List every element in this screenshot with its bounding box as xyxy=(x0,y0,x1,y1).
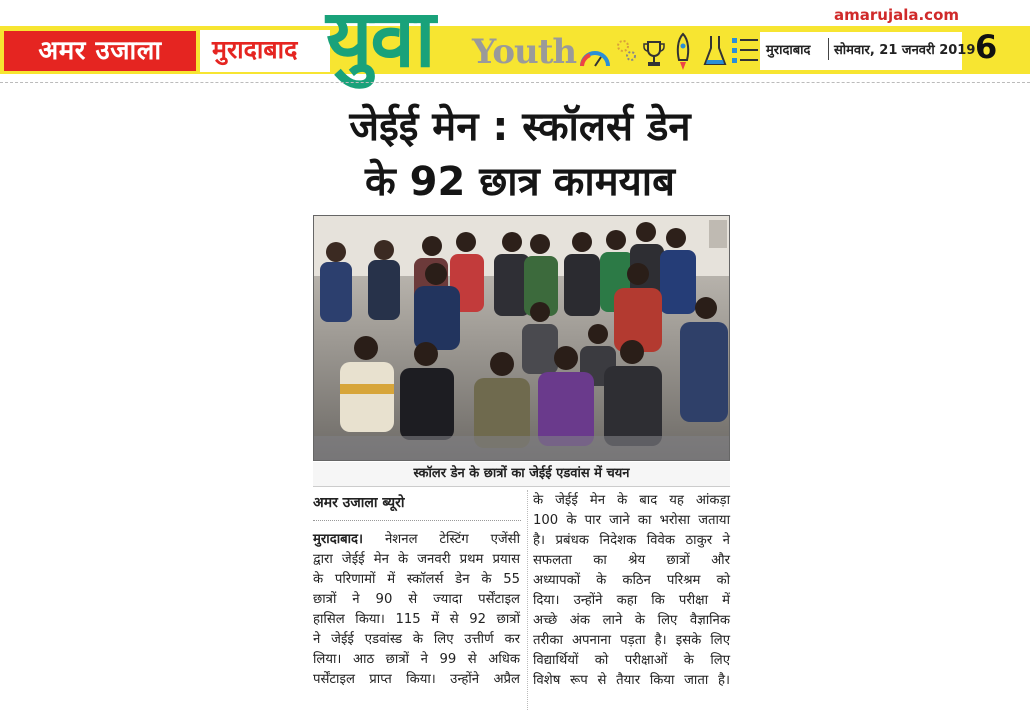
checklist-icon xyxy=(730,30,760,74)
article-column-left xyxy=(313,530,520,690)
rocket-icon xyxy=(672,30,694,74)
article-line: अध्यापकों के कठिन परिश्रम को xyxy=(533,573,730,588)
masthead xyxy=(0,0,1030,85)
site-url[interactable]: amarujala.com xyxy=(834,6,960,24)
column-divider xyxy=(527,490,528,710)
article-line: विशेष रूप से तैयार किया जाता है। xyxy=(533,673,730,688)
brand-logo[interactable]: अमर उजाला xyxy=(4,31,196,71)
article-line: छात्रों ने 90 से ज्यादा पर्सेंटाइल xyxy=(313,592,520,607)
article-column-right xyxy=(533,491,730,691)
article-line: सफलता का श्रेय छात्रों और xyxy=(533,553,730,568)
section-title-english: Youth xyxy=(472,32,577,72)
article-line: द्वारा जेईई मेन के जनवरी प्रथम प्रयास xyxy=(313,552,520,567)
article-line: है। प्रबंधक निदेशक विवेक ठाकुर ने xyxy=(533,533,730,548)
publication-date: सोमवार, 21 जनवरी 2019 xyxy=(834,43,976,58)
article-line: दिया। उन्होंने कहा कि परीक्षा में xyxy=(533,593,730,608)
byline-rule xyxy=(313,520,521,521)
article-line: विद्यार्थियों को परीक्षाओं के लिए xyxy=(533,653,730,668)
gears-icon xyxy=(614,30,640,74)
group-photo xyxy=(313,215,730,461)
dateline: मुरादाबाद। xyxy=(313,532,364,547)
article-line: लिया। आठ छात्रों ने 99 से अधिक xyxy=(313,652,520,667)
article-line: तरीका अपनाना पड़ता है। इसके लिए xyxy=(533,633,730,648)
decorative-icons xyxy=(576,30,762,74)
article-line: के परिणामों में स्कॉलर्स डेन के 55 xyxy=(313,572,520,587)
section-title: युवा xyxy=(326,0,434,85)
group-photo-illustration xyxy=(314,216,729,460)
headline-line-2: के 92 छात्र कामयाब xyxy=(364,159,676,205)
photo-caption: स्कॉलर डेन के छात्रों का जेईई एडवांस में चयन xyxy=(313,462,730,487)
flask-icon xyxy=(702,30,728,74)
article-line: 100 के पार जाने का भरोसा जताया xyxy=(533,513,730,528)
date-city: मुरादाबाद xyxy=(766,43,811,58)
edition-city: मुरादाबाद xyxy=(212,35,298,64)
gauge-icon xyxy=(578,30,612,74)
article-line: अच्छे अंक लाने के लिए वैज्ञानिक xyxy=(533,613,730,628)
article-line: पर्सेंटाइल प्राप्त किया। उन्होंने अप्रैल xyxy=(313,672,520,687)
trophy-icon xyxy=(642,30,666,74)
headline xyxy=(300,100,740,210)
date-separator xyxy=(828,38,829,60)
headline-line-1: जेईई मेन : स्कॉलर्स डेन xyxy=(349,104,691,150)
article-line: मुरादाबाद। नेशनल टेस्टिंग एजेंसी xyxy=(313,532,520,547)
byline: अमर उजाला ब्यूरो xyxy=(313,495,405,511)
page-number: 6 xyxy=(975,28,998,66)
article-line: ने जेईई एडवांस्ड के लिए उत्तीर्ण कर xyxy=(313,632,520,647)
article-line: हासिल किया। 115 में से 92 छात्रों xyxy=(313,612,520,627)
article-line: के जेईई मेन के बाद यह आंकड़ा xyxy=(533,493,730,508)
masthead-divider xyxy=(0,82,1030,83)
